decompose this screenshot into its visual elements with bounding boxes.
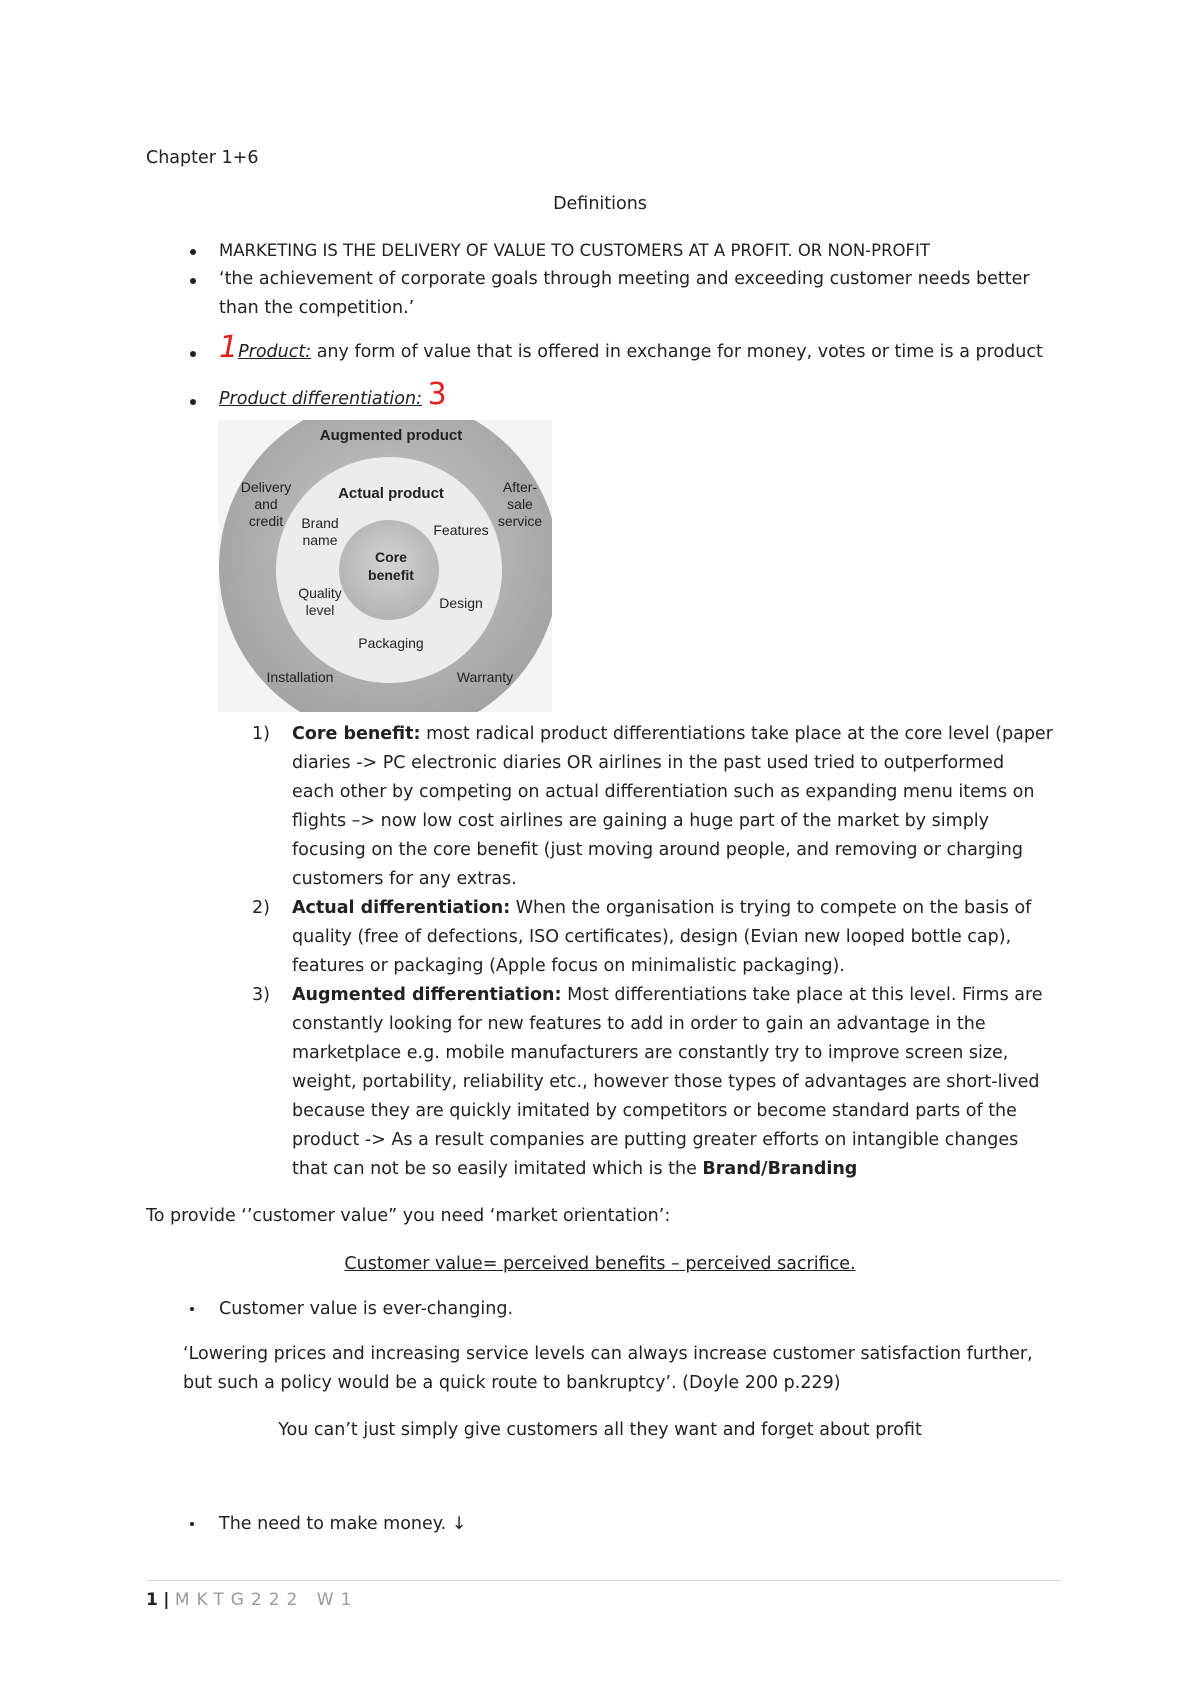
- core-benefit-text: most radical product differentiations take place at the core level (paper: [420, 724, 1053, 744]
- label-quality-2: level: [305, 602, 335, 618]
- brand-branding: Brand/Branding: [702, 1159, 858, 1179]
- label-packaging: Packaging: [358, 635, 424, 651]
- augmented-diff-line: marketplace e.g. mobile manufacturers are constantly try to improve screen size,: [292, 1043, 1009, 1063]
- product-differentiation-label: Product differentiation:: [219, 389, 422, 409]
- product-differentiation-number: 3: [427, 377, 447, 412]
- product-text: any form of value that is offered in exchange for money, votes or time is a product: [311, 342, 1043, 362]
- label-augmented: Augmented product: [319, 427, 463, 444]
- bullet-dot: [190, 249, 196, 255]
- profit-note: You can’t just simply give customers all they want and forget about profit: [278, 1420, 922, 1440]
- customer-value-formula: Customer value= perceived benefits – perceived sacrifice.: [344, 1254, 856, 1274]
- label-core-1: Core: [375, 549, 407, 565]
- core-benefit-line: customers for any extras.: [292, 869, 517, 889]
- augmented-diff-line: product -> As a result companies are putting greater efforts on intangible changes: [292, 1130, 1019, 1150]
- label-core-2: benefit: [368, 567, 414, 583]
- definitions-title: Definitions: [553, 194, 647, 214]
- label-after-2: sale: [507, 496, 533, 512]
- marketing-definition: MARKETING IS THE DELIVERY OF VALUE TO CUSTOMERS AT A PROFIT. OR NON-PROFIT: [219, 241, 930, 260]
- augmented-diff-label: Augmented differentiation:: [292, 985, 562, 1005]
- product-number: 1: [219, 330, 239, 365]
- core-benefit-line: each other by competing on actual differentiation such as expanding menu items on: [292, 782, 1035, 802]
- label-brand-1: Brand: [301, 515, 339, 531]
- actual-diff-line: [292, 894, 1031, 923]
- label-quality-1: Quality: [298, 585, 342, 601]
- doyle-quote-line: but such a policy would be a quick route to bankruptcy’. (Doyle 200 p.229): [183, 1373, 841, 1393]
- core-benefit-line: flights –> now low cost airlines are gaining a huge part of the market by simply: [292, 811, 990, 831]
- list-number: 2): [252, 898, 270, 918]
- core-benefit-line: diaries -> PC electronic diaries OR airlines in the past used tried to outperformed: [292, 753, 1005, 773]
- core-benefit-label: Core benefit:: [292, 724, 421, 744]
- core-benefit-line: focusing on the core benefit (just moving around people, and removing or charging: [292, 840, 1023, 860]
- bullet-dot: [190, 351, 196, 357]
- page-footer: [146, 1590, 358, 1610]
- label-warranty: Warranty: [456, 669, 514, 685]
- label-delivery-3: credit: [248, 513, 284, 529]
- list-number: 3): [252, 985, 270, 1005]
- label-delivery-1: Delivery: [240, 479, 292, 495]
- label-actual: Actual product: [338, 485, 444, 502]
- course-code: MKTG222 W1: [174, 1590, 359, 1610]
- augmented-diff-line: because they are quickly imitated by competitors or become standard parts of the: [292, 1101, 1017, 1121]
- core-benefit-line: [292, 720, 1053, 749]
- footer-rule: [146, 1580, 1062, 1581]
- bullet-dot: [190, 399, 196, 405]
- product-differentiation: [219, 377, 447, 414]
- label-features: Features: [433, 522, 489, 538]
- bullet-dot: [190, 1522, 194, 1526]
- actual-diff-text: When the organisation is trying to compete on the basis of: [510, 898, 1032, 918]
- marketing-quote-line: ‘the achievement of corporate goals through meeting and exceeding customer needs better: [219, 269, 1030, 289]
- label-after-3: service: [497, 513, 543, 529]
- customer-value-changing: Customer value is ever-changing.: [219, 1299, 514, 1319]
- label-brand-2: name: [302, 532, 338, 548]
- augmented-diff-line: [292, 981, 1043, 1010]
- make-money-note: The need to make money. ↓: [219, 1514, 467, 1534]
- augmented-diff-line: [292, 1155, 857, 1184]
- bullet-dot: [190, 278, 196, 284]
- actual-diff-line: quality (free of defections, ISO certificates), design (Evian new looped bottle cap),: [292, 927, 1012, 947]
- doyle-quote-line: ‘Lowering prices and increasing service levels can always increase customer satisfaction further,: [183, 1344, 1033, 1364]
- augmented-diff-text: that can not be so easily imitated which is the: [292, 1159, 703, 1179]
- augmented-diff-line: constantly looking for new features to add in order to gain an advantage in the: [292, 1014, 986, 1034]
- label-installation: Installation: [266, 669, 334, 685]
- label-after-1: After-: [502, 479, 538, 495]
- product-label: Product:: [238, 342, 312, 362]
- page-number: 1: [146, 1590, 158, 1610]
- product-levels-diagram: [218, 420, 552, 712]
- marketing-quote-line: than the competition.’: [219, 298, 415, 318]
- product-definition: [219, 330, 1043, 367]
- augmented-diff-text: Most differentiations take place at this level. Firms are: [561, 985, 1043, 1005]
- list-number: 1): [252, 724, 270, 744]
- bullet-dot: [190, 1307, 194, 1311]
- label-delivery-2: and: [254, 496, 278, 512]
- chapter-heading: Chapter 1+6: [146, 148, 259, 168]
- footer-separator: |: [163, 1590, 170, 1610]
- augmented-diff-line: weight, portability, reliability etc., however those types of advantages are short-lived: [292, 1072, 1040, 1092]
- actual-diff-line: features or packaging (Apple focus on minimalistic packaging).: [292, 956, 845, 976]
- customer-value-intro: To provide ‘’customer value” you need ‘market orientation’:: [146, 1206, 671, 1226]
- label-design: Design: [439, 595, 483, 611]
- actual-diff-label: Actual differentiation:: [292, 898, 511, 918]
